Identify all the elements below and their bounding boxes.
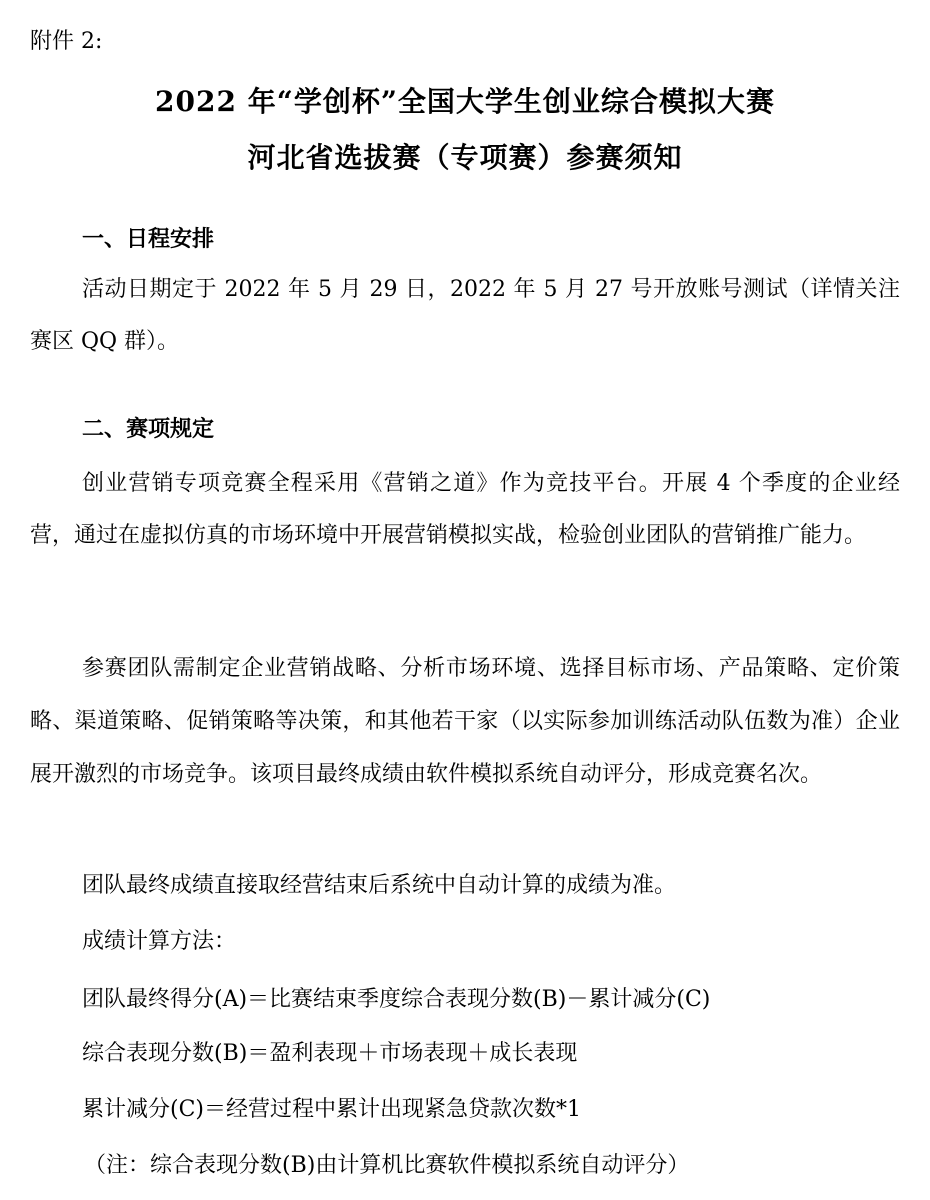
- formula-note: （注：综合表现分数(B)由计算机比赛软件模拟系统自动评分）: [84, 1153, 690, 1178]
- attachment-label: 附件 2:: [30, 29, 103, 54]
- section-heading-schedule: 一、日程安排: [82, 226, 215, 252]
- section-heading-rules: 二、赛项规定: [82, 416, 215, 442]
- document-title-line-1: 2022 年“学创杯”全国大学生创业综合模拟大赛: [155, 85, 775, 118]
- formula-final-score: 团队最终得分(A)＝比赛结束季度综合表现分数(B)－累计减分(C): [82, 987, 711, 1012]
- document-title-line-2: 河北省选拔赛（专项赛）参赛须知: [247, 141, 683, 174]
- rules-paragraph-platform: 创业营销专项竞赛全程采用《营销之道》作为竞技平台。开展 4 个季度的企业经营，通过在虚拟仿真的市场环境中开展营销模拟实战，检验创业团队的营销推广能力。: [30, 471, 900, 548]
- rules-paragraph-decisions: 参赛团队需制定企业营销战略、分析市场环境、选择目标市场、产品策略、定价策略、渠道策略、促销策略等决策，和其他若干家（以实际参加训练活动队伍数为准）企业展开激烈的市场竞争。该项目最终成绩由软件模拟系统自动评分，形成竞赛名次。: [30, 656, 900, 787]
- formula-overall-score: 综合表现分数(B)＝盈利表现＋市场表现＋成长表现: [82, 1041, 578, 1066]
- rules-line-final-score: 团队最终成绩直接取经营结束后系统中自动计算的成绩为准。: [82, 873, 677, 898]
- formula-deductions: 累计减分(C)＝经营过程中累计出现紧急贷款次数*1: [82, 1097, 581, 1122]
- rules-line-calc-method: 成绩计算方法：: [82, 929, 237, 954]
- schedule-paragraph: 活动日期定于 2022 年 5 月 29 日，2022 年 5 月 27 号开放账号测试（详情关注赛区 QQ 群）。: [30, 277, 900, 354]
